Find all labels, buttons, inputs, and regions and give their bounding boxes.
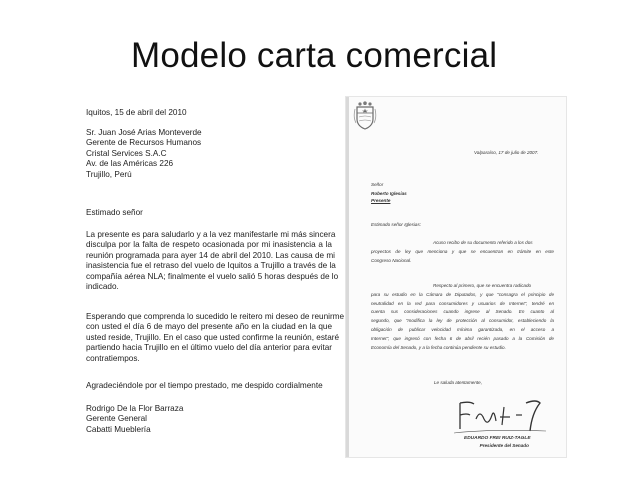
recipient-line: Cristal Services S.A.C	[86, 148, 167, 158]
signature-block	[86, 404, 332, 435]
paragraph-1	[86, 230, 339, 292]
salutation-line: Estimado señor Iglesias:	[371, 222, 422, 227]
scan-edge	[346, 97, 349, 457]
recipient-line: Sr. Juan José Arias Monteverde	[86, 128, 202, 137]
senado-paragraph-1	[371, 239, 554, 265]
paragraph-line: disculpa por la falta de respeto ocasionada por mi inasistencia a la	[86, 240, 332, 250]
recipient-line: Av. de las Américas 226	[86, 159, 174, 169]
paragraph-line: usted reside, Trujillo. En el caso que usted confirme la reunión, estaré	[86, 332, 340, 342]
paragraph-line: Economía del Senado, y a la fecha continúa pendiente su estudio.	[371, 344, 506, 350]
paragraph-line: segundo, que "modifica la ley de protección al consumidor, estableciendo la	[371, 318, 554, 324]
paragraph-line: obligación de publicar velocidad mínima garantizada, en el acceso a	[371, 326, 554, 332]
paragraph-line: partiendo hacia Trujillo en el último vuelo del día anterior para evitar	[86, 343, 332, 353]
signature-line: Cabatti Mueblería	[86, 424, 151, 434]
handwritten-signature	[450, 395, 550, 437]
slide-title: Modelo carta comercial	[131, 36, 498, 75]
paragraph-2	[86, 312, 345, 364]
paragraph-line: contratiempos.	[86, 353, 140, 363]
addressee-label: Señor	[371, 182, 384, 187]
paragraph-line: Internet", que ingresó con fecha 6 de abril recién pasado a la Comisión de	[371, 335, 554, 341]
letter-date	[86, 108, 332, 118]
paragraph-line: reunión programada para ayer 14 de abril del 2010. Las causa de mi	[86, 250, 335, 260]
paragraph-line: Acuso recibo de su documento referido a los dos	[433, 240, 533, 245]
paragraph-line: compañía aérea NLA; finalmente el vuelo salió 5 horas después de lo	[86, 271, 339, 281]
paragraph-line: con usted el día 6 de mayo del presente año en la ciudad en la que	[86, 322, 332, 332]
signer-title: Presidente del Senado	[479, 443, 529, 448]
date-line: Valparaíso, 17 de julio de 2007.	[474, 150, 539, 155]
paragraph-line: inasistencia fue el retraso del vuelo de Iquitos a Trujillo a través de la	[86, 261, 336, 271]
addressee-name: Roberto Iglesias	[371, 190, 407, 196]
recipient-line: Trujillo, Perú	[86, 169, 132, 179]
date-line: Iquitos, 15 de abril del 2010	[86, 108, 187, 117]
closing	[86, 381, 332, 391]
signer-block	[464, 435, 531, 449]
senado-date	[474, 149, 538, 158]
paragraph-line: para su estudio en la Cámara de Diputados, y que "consagra el principio de	[371, 291, 554, 297]
chile-seal-icon	[353, 101, 377, 131]
closing-line: Le saluda atentamente,	[434, 380, 483, 385]
paragraph-line: cuenta sus consideraciones cuando ingrese al Senado. En cuanto al	[371, 309, 554, 315]
addressee-status: Presente	[371, 197, 391, 203]
senado-salutation	[371, 221, 421, 230]
senado-paragraph-2	[371, 282, 554, 352]
salutation-line: Estimado señor	[86, 208, 143, 217]
signature-line: Gerente General	[86, 414, 147, 424]
letter-iquitos	[86, 106, 345, 454]
paragraph-line: La presente es para saludarlo y a la vez manifestarle mi más sincera	[86, 230, 336, 239]
paragraph-line: indicado.	[86, 282, 119, 292]
paragraph-line: neutralidad en la red para consumidores y usuarios de Internet", tendré en	[371, 300, 554, 306]
paragraph-line: Respecto al primero, que se encuentra radicado	[433, 283, 532, 288]
closing-line: Agradeciéndole por el tiempo prestado, me despido cordialmente	[86, 381, 323, 390]
recipient-line: Gerente de Recursos Humanos	[86, 138, 202, 148]
salutation	[86, 208, 332, 218]
senado-closing	[434, 379, 482, 388]
paragraph-line: proyectos de ley que menciona y que se encuentran en trámite en este	[371, 248, 554, 254]
addressee-block	[371, 181, 407, 204]
signer-name: EDUARDO FREI RUIZ-TAGLE	[464, 436, 531, 441]
paragraph-line: Congreso Nacional.	[371, 257, 412, 263]
recipient-block	[86, 128, 332, 180]
paragraph-line: Esperando que comprenda lo sucedido le reitero mi deseo de reunirme	[86, 312, 345, 321]
signature-line: Rodrigo De la Flor Barraza	[86, 404, 184, 413]
letter-senado	[345, 96, 567, 458]
